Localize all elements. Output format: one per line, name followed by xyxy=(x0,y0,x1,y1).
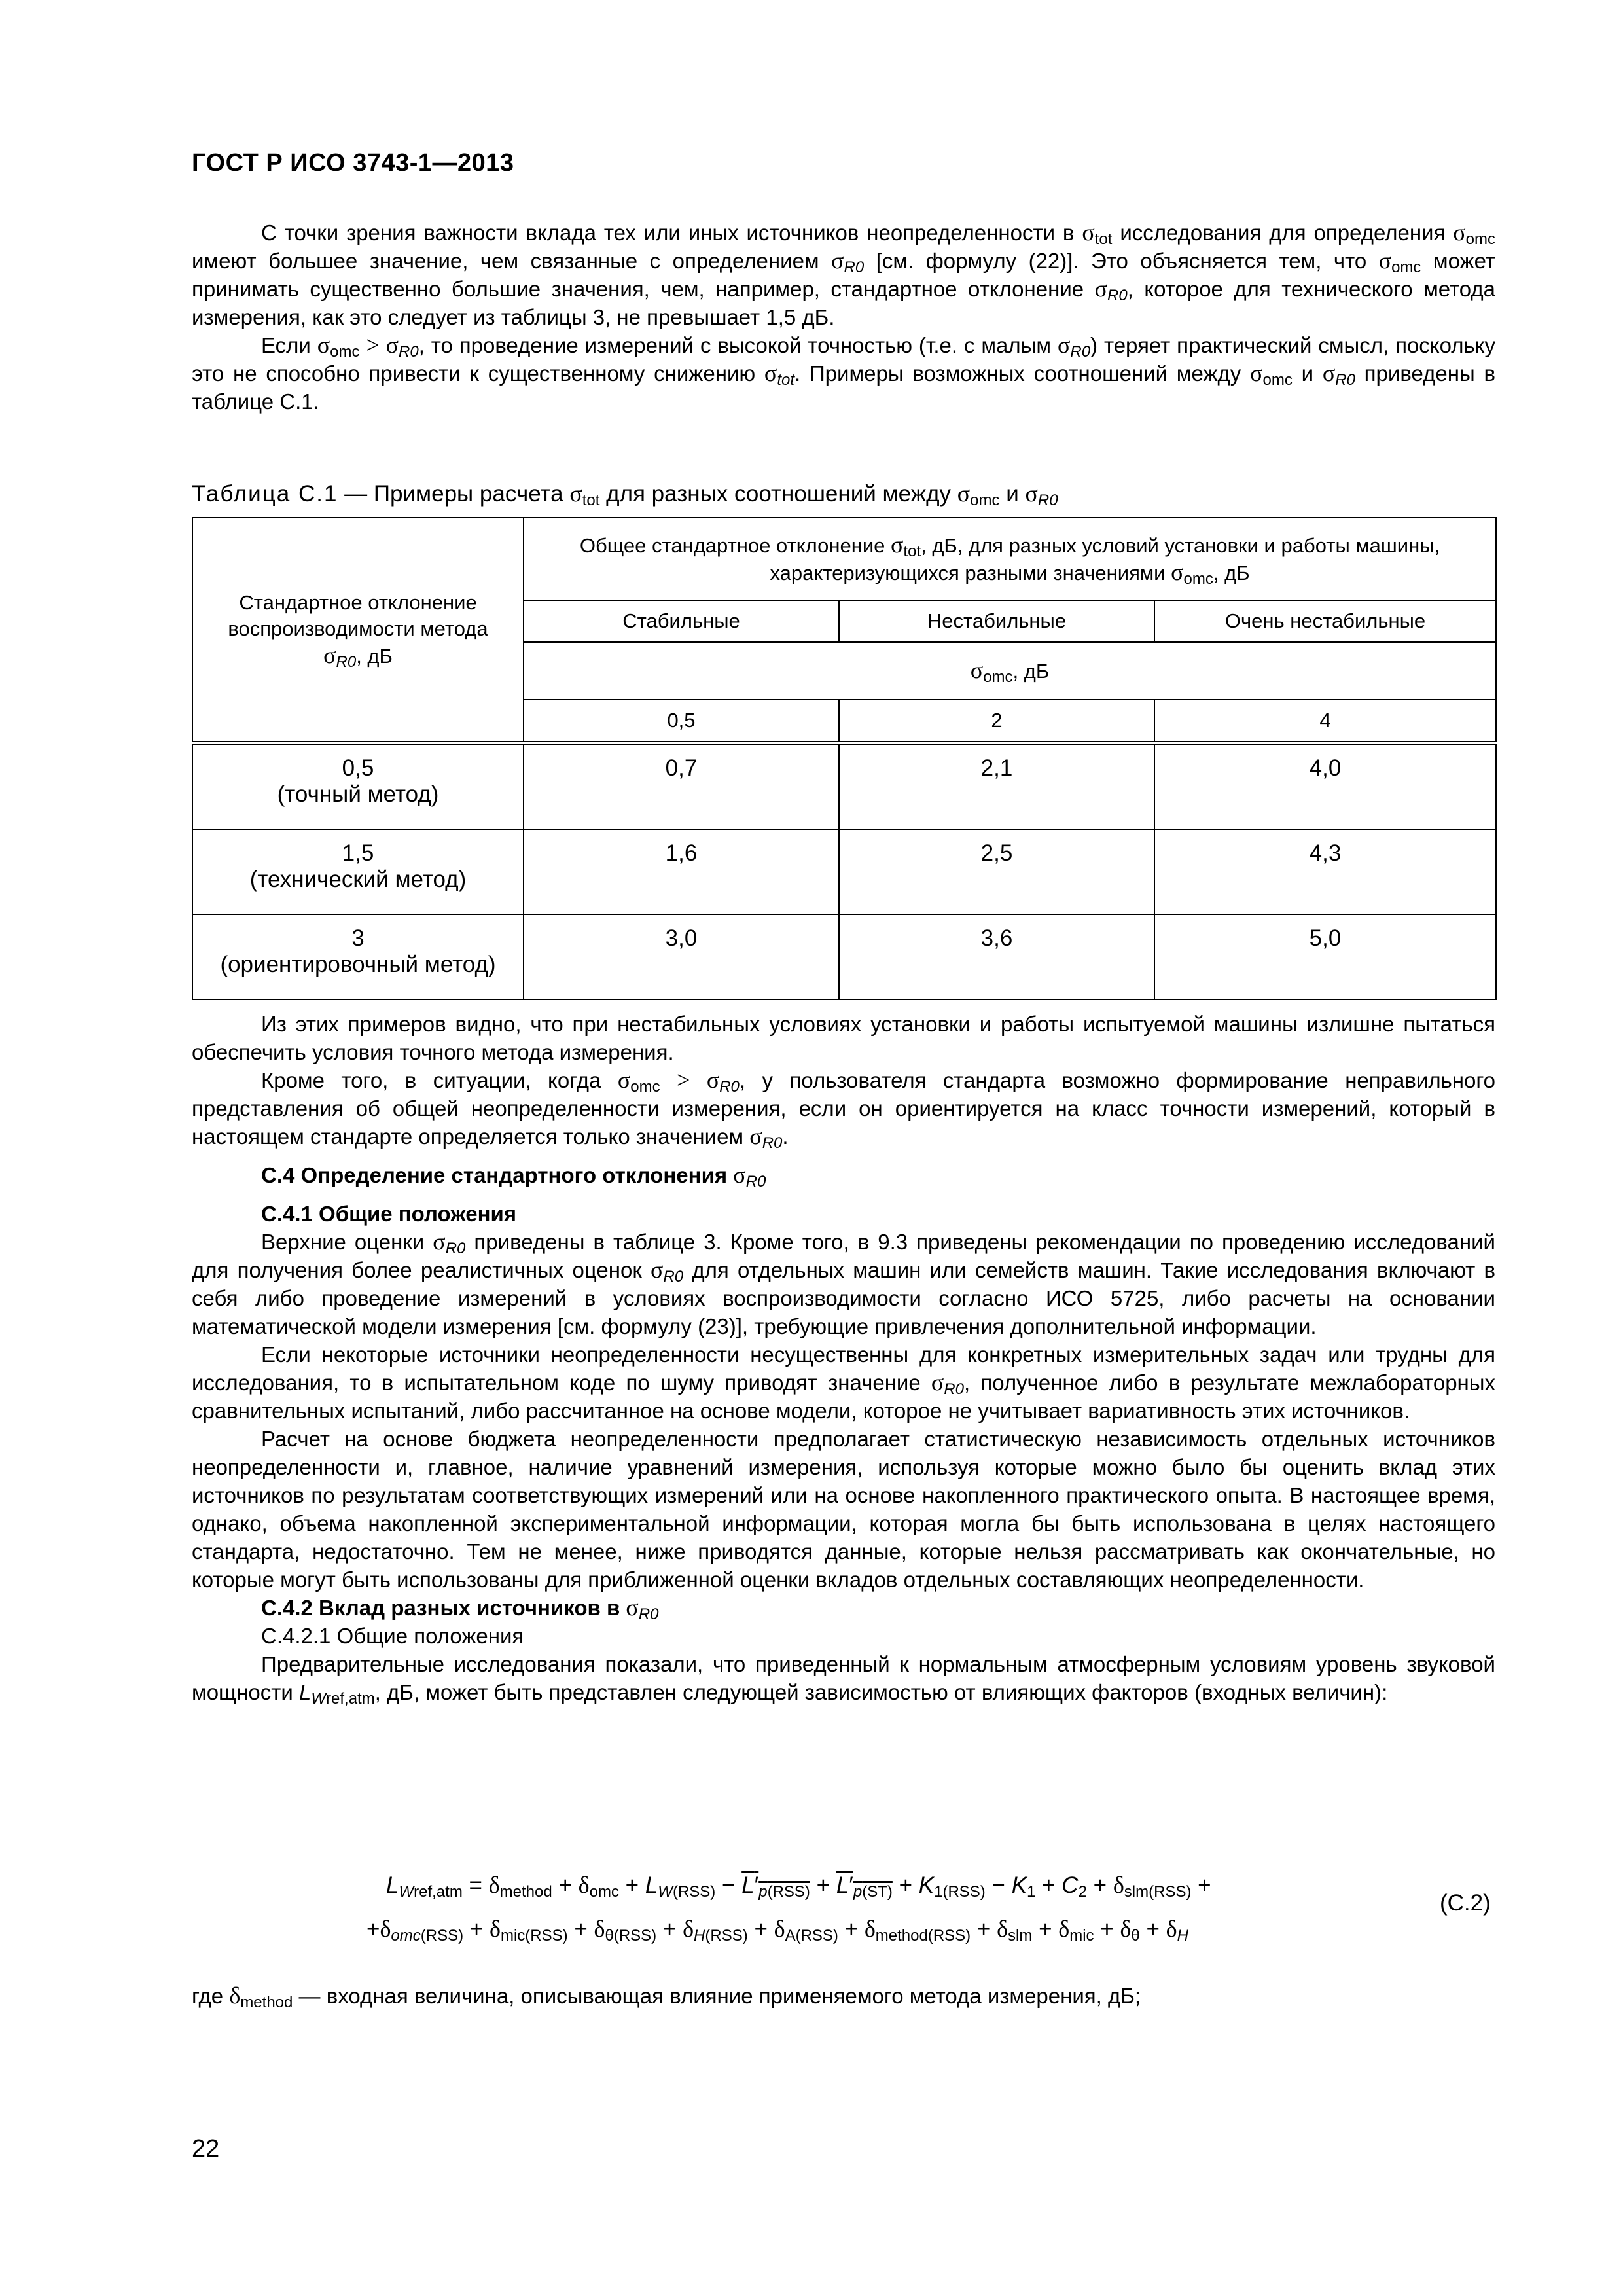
value-cell: 2,1 xyxy=(839,743,1154,829)
value-cell: 3,0 xyxy=(524,914,839,999)
value-cell: 4,0 xyxy=(1154,743,1496,829)
paragraph-2: Если $\sigma_{omc} > \sigma_{R0}$, то проведение измерений с высокой точностью (т.е. с малым $\sigma_{R0}$) теряет практический смысл, поскольку это не способно привести к существенному снижению $\sigma_{tot}$. Примеры возможных соотношений между $\sigma_{omc}$ и $\sigma_{R0}$ приведены в таблице С.1. xyxy=(192,332,1495,414)
section-heading-c421: С.4.2.1 Общие положения xyxy=(261,1624,524,1648)
table-caption: Таблица С.1 — Примеры расчета $\sigma_{tot}$ для разных соотношений между $\sigma_{omc}$ и $\sigma_{R0}$ xyxy=(192,480,1058,509)
value-cell: 0,7 xyxy=(524,743,839,829)
page-number: 22 xyxy=(192,2135,220,2162)
section-heading-c41: С.4.1 Общие положения xyxy=(261,1202,517,1226)
condition-header: Нестабильные xyxy=(839,600,1154,642)
paragraph-5: Верхние оценки $\sigma_{R0}$ приведены в таблице 3. Кроме того, в 9.3 приведены рекомендации по проведению исследований для получения более реалистичных оценок $\sigma_{R0}$ для отдельных машин или семейств машин. Такие исследования включают в себя либо проведение измерений в условиях воспроизводимости согласно ИСО 5725, либо расчеты на основании математической модели измерения [см. формулу (23)], требующие привлечения дополнительной информации. xyxy=(192,1229,1495,1338)
body-text xyxy=(192,1010,1495,1706)
value-cell: 3,6 xyxy=(839,914,1154,999)
omc-value: 2 xyxy=(839,700,1154,743)
section-heading-c42: С.4.2 Вклад разных источников в $\sigma_{R0}$ xyxy=(261,1594,659,1623)
paragraph-3: Из этих примеров видно, что при нестабильных условиях установки и работы испытуемой машины излишне пытаться обеспечить условия точного метода измерения. xyxy=(192,1012,1495,1064)
value-cell: 2,5 xyxy=(839,829,1154,914)
paragraph-7: Расчет на основе бюджета неопределенности предполагает статистическую независимость отдельных источников неопределенности и, главное, наличие уравнений измерения, используя которые можно было бы оценить вклад этих источников по результатам соответствующих измерений или на основе накопленного практического опыта. В настоящее время, однако, объема накопленной экспериментальной информации, которая могла бы быть использована в целях настоящего стандарта, недостаточно. Тем не менее, ниже приводятся данные, которые нельзя рассматривать как окончательные, но которые могут быть использованы для приближенной оценки вкладов отдельных составляющих неопределенности. xyxy=(192,1427,1495,1592)
omc-value: 4 xyxy=(1154,700,1496,743)
row-header-cell: Стандартное отклонение воспроизводимости метода $\sigma_{R0}$, дБ xyxy=(192,518,524,743)
r0-cell: 3 (ориентировочный метод) xyxy=(192,914,524,999)
paragraph-8: Предварительные исследования показали, что приведенный к нормальным атмосферным условиям уровень звуковой мощности $L_{Wref,atm}$, дБ, может быть представлен следующей зависимостью от влияющих факторов (входных величин): xyxy=(192,1652,1495,1708)
document-header: ГОСТ Р ИСО 3743-1—2013 xyxy=(192,149,514,177)
table-row xyxy=(192,914,1496,999)
formula-c2: $L_{Wref,atm} = \delta_{method} + \delta_{omc} + L_{W(RSS)} - L'_{p(RSS)} + L'_{p(ST)} + K_{1(RSS)} - K_1 + C_2 + \delta_{slm(RSS)}$ + $+\delta_{omc(RSS)} + \delta_{mic(RSS)} + \delta_{\theta(RSS)} + \delta_{H(RSS)} + \delta_{A(RSS)} + \delta_{method(RSS)} + \delta_{slm} + \delta_{mic} + \delta_\theta + \delta_H$ xyxy=(366,1872,1211,1945)
omc-value: 0,5 xyxy=(524,700,839,743)
condition-header: Стабильные xyxy=(524,600,839,642)
table-row xyxy=(192,829,1496,914)
r0-cell: 0,5 (точный метод) xyxy=(192,743,524,829)
where-clause: где $\delta_{method}$ — входная величина, описывающая влияние применяемого метода измерения, дБ; xyxy=(192,1982,1141,2011)
paragraph-4: Кроме того, в ситуации, когда $\sigma_{omc} > \sigma_{R0}$, у пользователя стандарта возможно формирование неправильного представления об общей неопределенности измерения, если он ориентируется на класс точности измерений, который в настоящем стандарте определяется только значением $\sigma_{R0}$. xyxy=(192,1067,1496,1152)
value-cell: 5,0 xyxy=(1154,914,1496,999)
value-cell: 1,6 xyxy=(524,829,839,914)
omc-header: $\sigma_{omc}$, дБ xyxy=(524,642,1496,700)
table-row xyxy=(192,743,1496,829)
r0-cell: 1,5 (технический метод) xyxy=(192,829,524,914)
intro-text xyxy=(192,219,1495,416)
paragraph-1: С точки зрения важности вклада тех или иных источников неопределенности в $\sigma_{tot}$ исследования для определения $\sigma_{omc}$ имеют большее значение, чем связанные с определением $\sigma_{R0}$ [см. формулу (22)]. Это объясняется тем, что $\sigma_{omc}$ может принимать существенно большие значения, чем, например, стандартное отклонение $\sigma_{R0}$, которое для технического метода измерения, как это следует из таблицы 3, не превышает 1,5 дБ. xyxy=(192,219,1496,329)
formula-number: (С.2) xyxy=(1440,1890,1491,1916)
section-heading-c4: С.4 Определение стандартного отклонения $\sigma_{R0}$ xyxy=(261,1162,766,1191)
group-header-cell: Общее стандартное отклонение $\sigma_{tot}$, дБ, для разных условий установки и работы машины, характеризующихся разными значениями $\sigma_{omc}$, дБ xyxy=(524,518,1496,600)
condition-header: Очень нестабильные xyxy=(1154,600,1496,642)
results-table xyxy=(192,517,1497,1000)
paragraph-6: Если некоторые источники неопределенности несущественны для конкретных измерительных задач или трудны для исследования, то в испытательном коде по шуму приводят значение $\sigma_{R0}$, полученное либо в результате межлабораторных сравнительных испытаний, либо рассчитанное на основе модели, которое не учитывает вариативность этих источников. xyxy=(192,1342,1495,1423)
value-cell: 4,3 xyxy=(1154,829,1496,914)
